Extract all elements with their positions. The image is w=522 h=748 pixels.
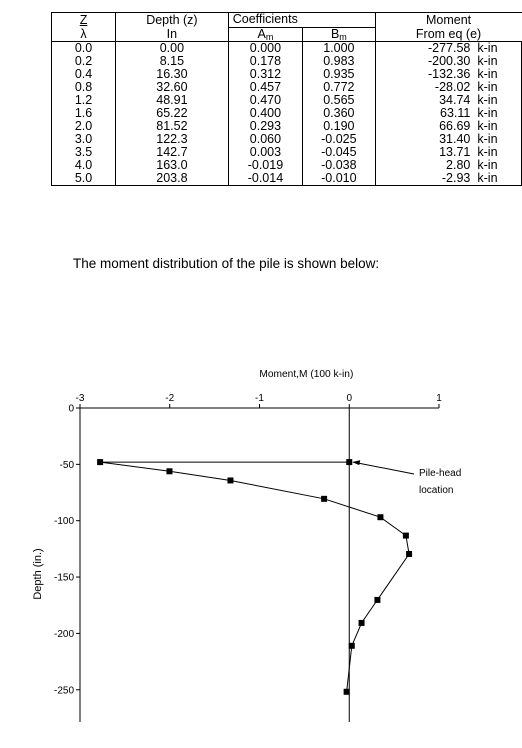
table-cell-moment: -200.30 [427, 54, 471, 68]
table-cell-unit: k-in [475, 94, 521, 107]
table-cell-unit: k-in [475, 68, 521, 81]
table-cell-zl: 0.2 [52, 55, 116, 68]
table-cell-bm: -0.010 [303, 172, 375, 186]
table-cell-bm: 0.565 [303, 94, 375, 107]
header-depth: Depth (z) [116, 13, 229, 28]
table-cell-moment: 31.40 [439, 132, 471, 146]
x-axis-label: Moment,M (100 k-in) [259, 369, 354, 380]
table-cell-am: 0.470 [228, 94, 302, 107]
table-cell-zl: 0.0 [52, 42, 116, 56]
table-cell-am: 0.457 [228, 81, 302, 94]
table-cell-depth: 32.60 [116, 81, 229, 94]
annotation-arrow-line [353, 462, 414, 474]
y-tick-label: -200 [53, 628, 74, 640]
table-cell-bm: 0.772 [303, 81, 375, 94]
table-cell-depth: 65.22 [116, 107, 229, 120]
table-cell-bm: 1.000 [303, 42, 375, 56]
table-cell-bm: -0.038 [303, 159, 375, 172]
header-coefficients: Coefficients [228, 13, 375, 28]
table-cell-zl: 4.0 [52, 159, 116, 172]
table-cell-unit: k-in [475, 159, 521, 172]
data-point [377, 514, 383, 520]
table-cell-unit: k-in [475, 133, 521, 146]
header-bm-main: B [330, 26, 340, 41]
x-tick-label: -3 [75, 393, 85, 404]
table-cell-zl: 3.5 [52, 146, 116, 159]
table-cell-moment: -277.58 [427, 41, 471, 55]
table-cell-unit: k-in [475, 55, 521, 68]
table-cell-zl: 0.8 [52, 81, 116, 94]
table-cell-bm: 0.983 [303, 55, 375, 68]
x-tick-label: -2 [165, 393, 175, 404]
header-moment: Moment [375, 13, 521, 28]
data-point [346, 459, 352, 465]
chart-series [97, 459, 412, 695]
data-point [321, 496, 327, 502]
header-am-sub: m [265, 31, 274, 42]
header-z-text: Z [79, 12, 88, 27]
table-cell-unit: k-in [475, 146, 521, 159]
table-cell-am: 0.178 [228, 55, 302, 68]
table-cell-unit: k-in [475, 81, 521, 94]
x-tick-label: 1 [436, 393, 442, 404]
table-cell-am: -0.014 [228, 172, 302, 186]
table-cell-am: 0.003 [228, 146, 302, 159]
table-cell-unit: k-in [475, 42, 521, 56]
annotation-arrow-head [352, 460, 360, 465]
header-moment-from: From eq (e) [375, 27, 521, 42]
y-tick-label: -100 [53, 516, 74, 528]
data-point [374, 597, 380, 603]
chart-ticks [54, 393, 442, 696]
series-line [100, 462, 409, 692]
table-cell-am: -0.019 [228, 159, 302, 172]
table-cell-bm: 0.360 [303, 107, 375, 120]
data-point [227, 477, 233, 483]
table-cell-unit: k-in [475, 172, 521, 186]
y-axis-label: Depth (in.) [32, 548, 44, 600]
table-cell-zl: 1.6 [52, 107, 116, 120]
x-tick-label: -1 [255, 393, 264, 404]
table-cell-am: 0.400 [228, 107, 302, 120]
header-in: In [116, 27, 229, 42]
table-cell-zl: 0.4 [52, 68, 116, 81]
table-cell-moment: 34.74 [439, 93, 471, 107]
x-tick-label: 0 [346, 393, 353, 404]
data-point [97, 459, 103, 465]
header-bm-sub: m [339, 31, 347, 42]
annotation-label-line1: Pile-head [419, 468, 462, 479]
table-cell-bm: 0.935 [303, 68, 375, 81]
header-lambda: λ [52, 27, 116, 42]
table-cell-am: 0.293 [228, 120, 302, 133]
table-cell-bm: -0.025 [303, 133, 375, 146]
table-cell-unit: k-in [475, 120, 521, 133]
chart-labels [32, 369, 461, 600]
table-cell-depth: 163.0 [116, 159, 229, 172]
y-tick-label: -250 [53, 685, 74, 697]
table-cell-unit: k-in [475, 107, 521, 120]
table-cell-am: 0.312 [228, 68, 302, 81]
table-cell-bm: -0.045 [303, 146, 375, 159]
data-point [403, 533, 409, 539]
table-cell-depth: 122.3 [116, 133, 229, 146]
table-cell-depth: 81.52 [116, 120, 229, 133]
data-point [344, 689, 350, 695]
table-cell-depth: 203.8 [116, 172, 229, 186]
data-point [349, 643, 355, 649]
table-cell-bm: 0.190 [303, 120, 375, 133]
chart-axes [80, 408, 439, 722]
y-tick-label: -150 [53, 572, 74, 584]
y-tick-label: 0 [68, 403, 74, 415]
table-cell-depth: 8.15 [116, 55, 229, 68]
table-cell-zl: 1.2 [52, 94, 116, 107]
table-cell-depth: 0.00 [116, 42, 229, 56]
table-cell-moment: 13.71 [439, 145, 471, 159]
chart-caption: The moment distribution of the pile is shown below: [73, 256, 380, 271]
table-cell-moment: -132.36 [427, 67, 471, 81]
table-cell-zl: 3.0 [52, 133, 116, 146]
y-tick-label: -50 [59, 459, 74, 471]
table-cell-zl: 2.0 [52, 120, 116, 133]
table-cell-moment: 2.80 [446, 158, 471, 172]
annotation-label-line2: location [419, 485, 454, 496]
table-cell-am: 0.000 [228, 42, 302, 56]
table-cell-moment: 66.69 [439, 119, 471, 133]
table-cell-am: 0.060 [228, 133, 302, 146]
table-cell-depth: 16.30 [116, 68, 229, 81]
data-point [406, 551, 412, 557]
table-cell-moment: -28.02 [434, 80, 471, 94]
table-cell-depth: 142.7 [116, 146, 229, 159]
table-cell-moment: 63.11 [440, 106, 471, 120]
table-cell-moment: -2.93 [375, 172, 475, 186]
table-cell-depth: 48.91 [116, 94, 229, 107]
data-point [359, 620, 365, 626]
header-am-main: A [257, 26, 266, 41]
table-cell-zl: 5.0 [52, 172, 116, 186]
data-point [166, 468, 172, 474]
